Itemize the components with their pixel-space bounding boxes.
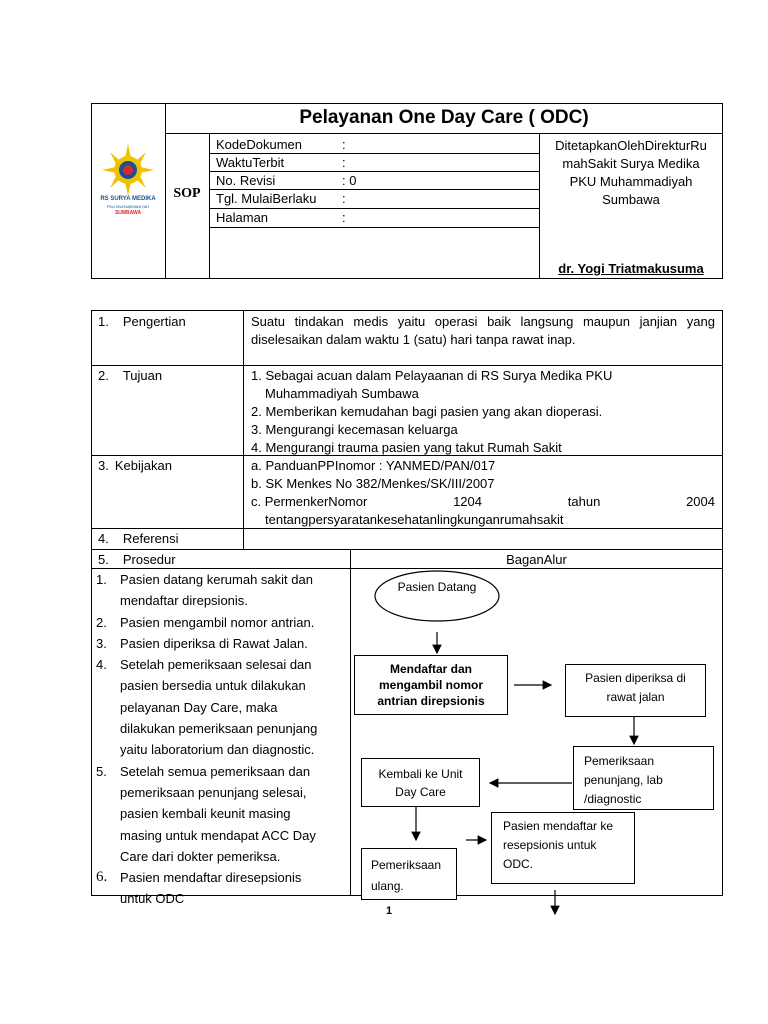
list-item: 6. Pasien mendaftar diresepsionis untuk ODC <box>96 869 302 907</box>
section-referensi-label: 4. Referensi <box>98 531 179 546</box>
sop-label: SOP <box>173 186 201 201</box>
logo-line-1: RS SURYA MEDIKA <box>100 196 156 202</box>
flow-start-node: Pasien Datang <box>397 580 477 594</box>
flow-reexam-node: Pemeriksaan ulang. <box>361 848 457 900</box>
section-kebijakan-label: 3. Kebijakan <box>98 458 172 473</box>
meta-tgl-mulai-berlaku: Tgl. MulaiBerlaku : <box>216 191 346 206</box>
meta-waktu-terbit: WaktuTerbit : <box>216 155 346 170</box>
section-tujuan-label: 2. Tujuan <box>98 368 163 383</box>
flow-examined-node: Pasien diperiksa di rawat jalan <box>565 664 706 717</box>
flow-register-node: Mendaftar dan mengambil nomor antrian direpsionis <box>354 655 508 715</box>
list-item: 1. Pasien datang kerumah sakit dan mendaftar direpsionis. <box>96 572 313 609</box>
section-kebijakan-list: a. PanduanPPInomor : YANMED/PAN/017 b. SK Menkes No 382/Menkes/SK/III/2007 c. PermenkerNomor 1204 tahun 2004 tentangpersyaratankesehatanlingkunganrumahsakit <box>251 458 715 527</box>
meta-kode-dokumen: KodeDokumen : <box>216 137 346 152</box>
page-title: Pelayanan One Day Care ( ODC) <box>299 107 589 128</box>
section-pengertian-label: 1. Pengertian <box>98 314 186 329</box>
list-item: 4. Setelah pemeriksaan selesai dan pasien bersedia untuk dilakukan pelayanan Day Care, maka dilakukan pemeriksaan penunjang yaitu laboratorium dan diagnostic. <box>96 657 318 758</box>
list-item: 5. Setelah semua pemeriksaan dan pemeriksaan penunjang selesai, pasien kembali keunit masing masing untuk mendapat ACC Day Care dari dokter pemeriksa. <box>96 763 316 864</box>
flow-return-node: Kembali ke Unit Day Care <box>361 758 480 807</box>
meta-halaman: Halaman : <box>216 210 346 225</box>
approval-text: DitetapkanOlehDirekturRu mahSakit Surya Medika PKU Muhammadiyah Sumbawa <box>555 138 707 207</box>
director-name: dr. Yogi Triatmakusuma <box>558 261 704 276</box>
flow-title: BaganAlur <box>506 552 567 567</box>
section-tujuan-list: 1. Sebagai acuan dalam Pelayaanan di RS Surya Medika PKU Muhammadiyah Sumbawa 2. Memberikan kemudahan bagi pasien yang akan dioperasi. 3. Mengurangi kecemasan keluarga 4. Mengurangi trauma pasien yang takut Rumah Sakit <box>251 367 715 457</box>
list-item: b. SK Menkes No 382/Menkes/SK/III/2007 <box>251 476 495 491</box>
section-prosedur-label: 5. Prosedur <box>98 552 176 567</box>
page-number: 1 <box>386 905 393 917</box>
meta-no-revisi: No. Revisi : 0 <box>216 173 357 188</box>
list-item: 4. Mengurangi trauma pasien yang takut Rumah Sakit <box>251 440 562 455</box>
list-item: 1. Sebagai acuan dalam Pelayaanan di RS Surya Medika PKU <box>251 368 613 383</box>
section-pengertian-text: Suatu tindakan medis yaitu operasi baik langsung maupun janjian yang diselesaikan dalam waktu 1 (satu) hari tanpa rawat inap. <box>251 314 715 347</box>
list-item: c. PermenkerNomor 1204 tahun 2004 <box>251 494 715 509</box>
flow-odc-node: Pasien mendaftar ke resepsionis untuk ODC. <box>491 812 635 884</box>
logo-line-2: PKU MUHAMMADIYAH <box>106 204 150 209</box>
list-item: 2. Pasien mengambil nomor antrian. <box>96 614 315 630</box>
list-item: a. PanduanPPInomor : YANMED/PAN/017 <box>251 458 496 473</box>
list-item: 3. Pasien diperiksa di Rawat Jalan. <box>96 635 308 651</box>
list-item: 3. Mengurangi kecemasan keluarga <box>251 422 458 437</box>
flow-start-ellipse <box>375 571 499 621</box>
list-item: 2. Memberikan kemudahan bagi pasien yang akan dioperasi. <box>251 404 603 419</box>
logo-line-3: SUMBAWA <box>114 210 142 216</box>
flow-support-node: Pemeriksaan penunjang, lab /diagnostic <box>573 746 714 810</box>
